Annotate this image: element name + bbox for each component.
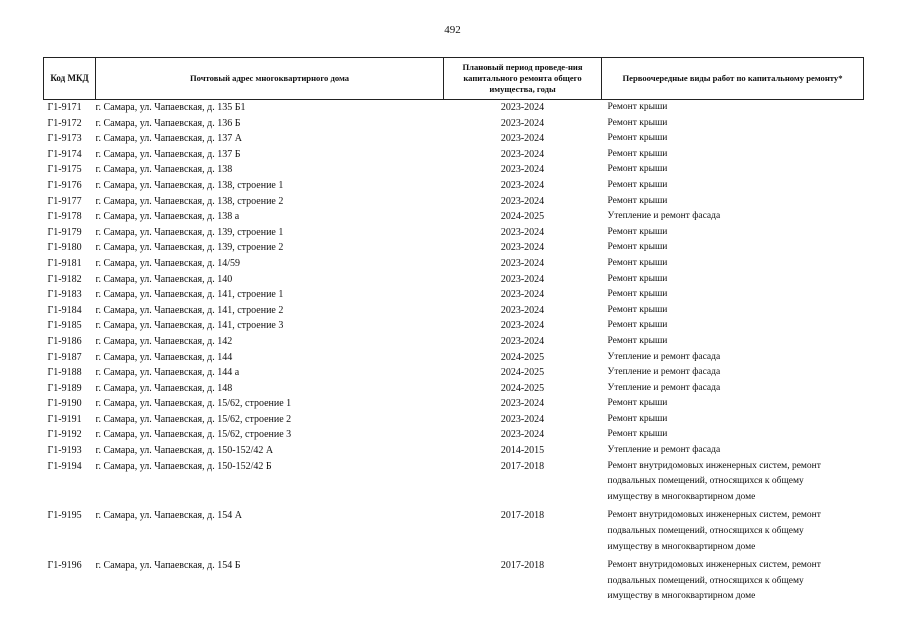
mkd-code-cell: Г1-9171 bbox=[47, 102, 82, 113]
mkd-code-cell: Г1-9194 bbox=[47, 460, 82, 472]
period-cell: 2023-2024 bbox=[500, 117, 545, 129]
works-cell: Ремонт крыши bbox=[607, 320, 668, 331]
mkd-code-cell: Г1-9186 bbox=[47, 335, 82, 347]
mkd-code-cell: Г1-9181 bbox=[47, 257, 82, 269]
mkd-code-cell: Г1-9175 bbox=[47, 164, 82, 176]
period-cell: 2023-2024 bbox=[500, 164, 545, 176]
works-cell: Утепление и ремонт фасада bbox=[607, 367, 721, 378]
mkd-code-cell: Г1-9178 bbox=[47, 211, 82, 223]
table-row bbox=[44, 396, 864, 412]
period-cell: 2023-2024 bbox=[500, 242, 545, 254]
period-cell: 2023-2024 bbox=[500, 398, 545, 410]
mkd-code-cell: Г1-9190 bbox=[47, 398, 82, 410]
table-row bbox=[44, 287, 864, 303]
table-row bbox=[44, 194, 864, 210]
address-cell: г. Самара, ул. Чапаевская, д. 150-152/42 А bbox=[95, 445, 274, 457]
mkd-code-cell: Г1-9179 bbox=[47, 226, 82, 238]
mkd-code-cell: Г1-9182 bbox=[47, 273, 82, 285]
period-cell: 2023-2024 bbox=[500, 304, 545, 316]
table-row bbox=[44, 209, 864, 225]
table-row bbox=[44, 240, 864, 256]
table-row bbox=[44, 303, 864, 319]
period-cell: 2023-2024 bbox=[500, 133, 545, 145]
address-cell: г. Самара, ул. Чапаевская, д. 138, строение 2 bbox=[95, 195, 284, 207]
works-cell: Ремонт крыши bbox=[607, 164, 668, 175]
address-cell: г. Самара, ул. Чапаевская, д. 15/62, строение 2 bbox=[95, 413, 292, 425]
table-row bbox=[44, 459, 864, 509]
address-cell: г. Самара, ул. Чапаевская, д. 135 Б1 bbox=[95, 102, 246, 113]
address-cell: г. Самара, ул. Чапаевская, д. 154 Б bbox=[95, 560, 241, 572]
table-row bbox=[44, 256, 864, 272]
address-cell: г. Самара, ул. Чапаевская, д. 137 Б bbox=[95, 148, 241, 160]
works-cell: Ремонт внутридомовых инженерных систем, ремонт подвальных помещений, относящихся к общему имуществу в многоквартирном доме bbox=[607, 560, 821, 602]
header-works: Первоочередные виды работ по капитальному ремонту* bbox=[602, 58, 864, 100]
period-cell: 2024-2025 bbox=[500, 351, 545, 363]
works-cell: Утепление и ремонт фасада bbox=[607, 445, 721, 456]
mkd-code-cell: Г1-9180 bbox=[47, 242, 82, 254]
works-cell: Утепление и ремонт фасада bbox=[607, 351, 721, 362]
table-row bbox=[44, 178, 864, 194]
works-cell: Утепление и ремонт фасада bbox=[607, 211, 721, 222]
table-row bbox=[44, 365, 864, 381]
works-cell: Ремонт крыши bbox=[607, 117, 668, 128]
period-cell: 2023-2024 bbox=[500, 289, 545, 301]
address-cell: г. Самара, ул. Чапаевская, д. 142 bbox=[95, 335, 233, 347]
mkd-code-cell: Г1-9188 bbox=[47, 367, 82, 379]
table-header bbox=[44, 58, 864, 100]
repair-plan-table bbox=[43, 57, 864, 608]
address-cell: г. Самара, ул. Чапаевская, д. 144 а bbox=[95, 367, 240, 379]
table-row bbox=[44, 272, 864, 288]
period-cell: 2024-2025 bbox=[500, 382, 545, 394]
table-row bbox=[44, 131, 864, 147]
mkd-code-cell: Г1-9173 bbox=[47, 133, 82, 145]
address-cell: г. Самара, ул. Чапаевская, д. 150-152/42 Б bbox=[95, 460, 272, 472]
address-cell: г. Самара, ул. Чапаевская, д. 138 bbox=[95, 164, 233, 176]
table-row bbox=[44, 427, 864, 443]
works-cell: Ремонт крыши bbox=[607, 429, 668, 440]
period-cell: 2023-2024 bbox=[500, 335, 545, 347]
period-cell: 2023-2024 bbox=[500, 413, 545, 425]
mkd-code-cell: Г1-9193 bbox=[47, 445, 82, 457]
period-cell: 2024-2025 bbox=[500, 367, 545, 379]
address-cell: г. Самара, ул. Чапаевская, д. 144 bbox=[95, 351, 233, 363]
period-cell: 2017-2018 bbox=[500, 560, 545, 572]
address-cell: г. Самара, ул. Чапаевская, д. 139, строение 2 bbox=[95, 242, 284, 254]
works-cell: Ремонт крыши bbox=[607, 148, 668, 159]
works-cell: Ремонт крыши bbox=[607, 226, 668, 237]
period-cell: 2024-2025 bbox=[500, 211, 545, 223]
address-cell: г. Самара, ул. Чапаевская, д. 15/62, строение 3 bbox=[95, 429, 292, 441]
address-cell: г. Самара, ул. Чапаевская, д. 141, строение 3 bbox=[95, 320, 284, 332]
works-cell: Ремонт крыши bbox=[607, 242, 668, 253]
mkd-code-cell: Г1-9195 bbox=[47, 510, 82, 522]
address-cell: г. Самара, ул. Чапаевская, д. 141, строение 1 bbox=[95, 289, 284, 301]
period-cell: 2023-2024 bbox=[500, 102, 545, 113]
period-cell: 2023-2024 bbox=[500, 148, 545, 160]
mkd-code-cell: Г1-9183 bbox=[47, 289, 82, 301]
works-cell: Ремонт крыши bbox=[607, 102, 668, 112]
address-cell: г. Самара, ул. Чапаевская, д. 138, строение 1 bbox=[95, 179, 284, 191]
period-cell: 2023-2024 bbox=[500, 320, 545, 332]
period-cell: 2017-2018 bbox=[500, 510, 545, 522]
works-cell: Ремонт крыши bbox=[607, 335, 668, 346]
mkd-code-cell: Г1-9184 bbox=[47, 304, 82, 316]
works-cell: Ремонт крыши bbox=[607, 257, 668, 268]
table-row bbox=[44, 162, 864, 178]
address-cell: г. Самара, ул. Чапаевская, д. 154 А bbox=[95, 510, 242, 522]
period-cell: 2023-2024 bbox=[500, 429, 545, 441]
table-row bbox=[44, 412, 864, 428]
table-row bbox=[44, 443, 864, 459]
mkd-code-cell: Г1-9189 bbox=[47, 382, 82, 394]
period-cell: 2023-2024 bbox=[500, 273, 545, 285]
table-row bbox=[44, 318, 864, 334]
address-cell: г. Самара, ул. Чапаевская, д. 136 Б bbox=[95, 117, 241, 129]
works-cell: Ремонт крыши bbox=[607, 179, 668, 190]
works-cell: Ремонт крыши bbox=[607, 133, 668, 144]
address-cell: г. Самара, ул. Чапаевская, д. 139, строение 1 bbox=[95, 226, 284, 238]
address-cell: г. Самара, ул. Чапаевская, д. 140 bbox=[95, 273, 233, 285]
address-cell: г. Самара, ул. Чапаевская, д. 138 а bbox=[95, 211, 240, 223]
header-code: Код МКД bbox=[44, 58, 96, 100]
table-row bbox=[44, 100, 864, 116]
mkd-code-cell: Г1-9172 bbox=[47, 117, 82, 129]
mkd-code-cell: Г1-9174 bbox=[47, 148, 82, 160]
mkd-code-cell: Г1-9196 bbox=[47, 560, 82, 572]
address-cell: г. Самара, ул. Чапаевская, д. 15/62, строение 1 bbox=[95, 398, 292, 410]
mkd-code-cell: Г1-9192 bbox=[47, 429, 82, 441]
address-cell: г. Самара, ул. Чапаевская, д. 137 А bbox=[95, 133, 242, 145]
works-cell: Ремонт крыши bbox=[607, 273, 668, 284]
period-cell: 2023-2024 bbox=[500, 226, 545, 238]
address-cell: г. Самара, ул. Чапаевская, д. 14/59 bbox=[95, 257, 241, 269]
works-cell: Ремонт крыши bbox=[607, 195, 668, 206]
header-period: Плановый период проведе-ния капитального ремонта общего имущества, годы bbox=[444, 58, 602, 100]
period-cell: 2023-2024 bbox=[500, 195, 545, 207]
address-cell: г. Самара, ул. Чапаевская, д. 148 bbox=[95, 382, 233, 394]
works-cell: Утепление и ремонт фасада bbox=[607, 382, 721, 393]
mkd-code-cell: Г1-9191 bbox=[47, 413, 82, 425]
works-cell: Ремонт внутридомовых инженерных систем, ремонт подвальных помещений, относящихся к общему имуществу в многоквартирном доме bbox=[607, 510, 821, 552]
header-address: Почтовый адрес многоквартирного дома bbox=[96, 58, 444, 100]
mkd-code-cell: Г1-9176 bbox=[47, 179, 82, 191]
works-cell: Ремонт крыши bbox=[607, 398, 668, 409]
address-cell: г. Самара, ул. Чапаевская, д. 141, строение 2 bbox=[95, 304, 284, 316]
table-row bbox=[44, 558, 864, 608]
table-row bbox=[44, 350, 864, 366]
page-number: 492 bbox=[444, 24, 461, 36]
period-cell: 2023-2024 bbox=[500, 257, 545, 269]
table-row bbox=[44, 334, 864, 350]
works-cell: Ремонт крыши bbox=[607, 289, 668, 300]
table-row bbox=[44, 508, 864, 558]
table-row bbox=[44, 381, 864, 397]
table-body bbox=[44, 100, 864, 609]
mkd-code-cell: Г1-9177 bbox=[47, 195, 82, 207]
mkd-code-cell: Г1-9185 bbox=[47, 320, 82, 332]
mkd-code-cell: Г1-9187 bbox=[47, 351, 82, 363]
table-row bbox=[44, 147, 864, 163]
works-cell: Ремонт крыши bbox=[607, 413, 668, 424]
header-row bbox=[44, 58, 864, 100]
works-cell: Ремонт внутридомовых инженерных систем, ремонт подвальных помещений, относящихся к общему имуществу в многоквартирном доме bbox=[607, 460, 821, 502]
table-row bbox=[44, 225, 864, 241]
table-row bbox=[44, 116, 864, 132]
period-cell: 2017-2018 bbox=[500, 460, 545, 472]
period-cell: 2014-2015 bbox=[500, 445, 545, 457]
period-cell: 2023-2024 bbox=[500, 179, 545, 191]
works-cell: Ремонт крыши bbox=[607, 304, 668, 315]
